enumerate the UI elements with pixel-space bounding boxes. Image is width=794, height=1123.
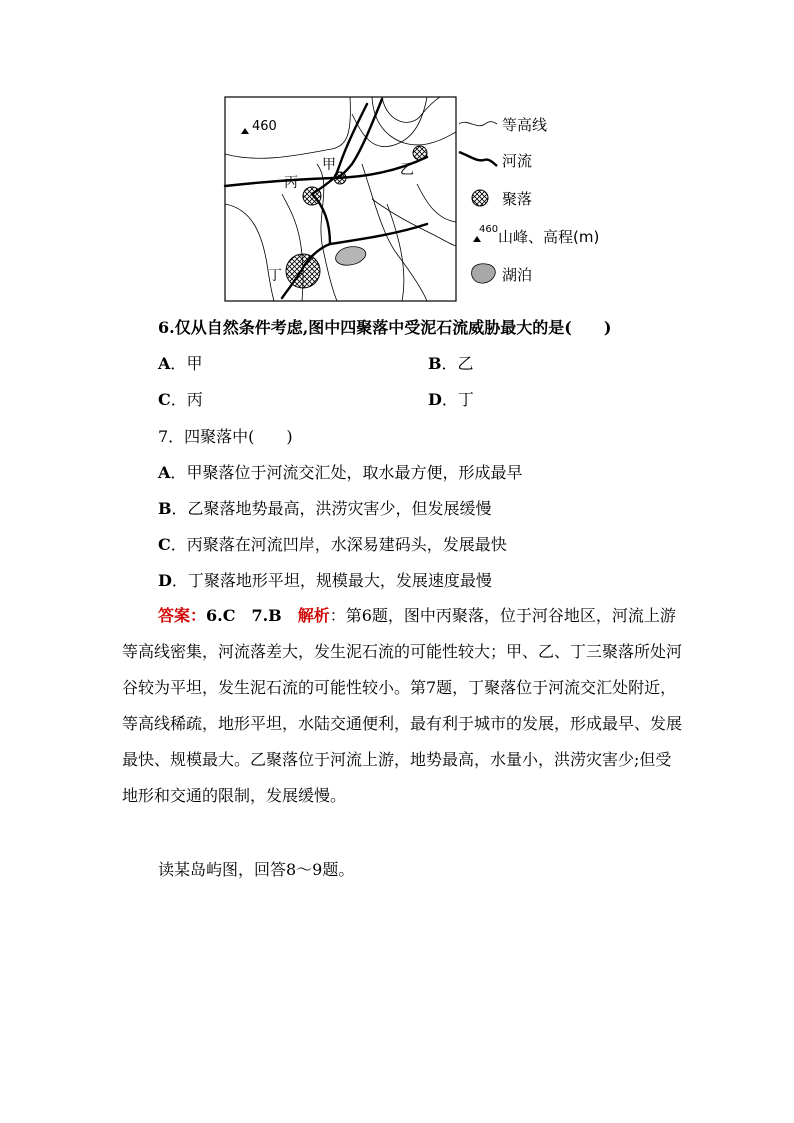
- settlement-yi-marker: [413, 146, 427, 160]
- question-6-stem: 6.仅从自然条件考虑,图中四聚落中受泥石流威胁最大的是( ): [158, 318, 612, 337]
- legend-settlement-label: 聚落: [502, 190, 533, 208]
- legend-contour-icon: [459, 122, 497, 126]
- question-7-option-d: D．丁聚落地形平坦，规模最大，发展速度最慢: [158, 571, 492, 590]
- answer-values: 6.C 7.B: [206, 606, 282, 625]
- question-7-option-b: B．乙聚落地势最高，洪涝灾害少，但发展缓慢: [158, 499, 492, 518]
- legend-lake-label: 湖泊: [502, 266, 533, 284]
- answer-label: 答案：: [158, 606, 207, 625]
- question-6-option-c: C．丙: [158, 390, 203, 409]
- question-7-option-a: A．甲聚落位于河流交汇处，取水最方便，形成最早: [158, 463, 523, 482]
- contour-map-figure: [222, 94, 612, 304]
- legend-contour-label: 等高线: [502, 116, 548, 134]
- question-6-option-d: D．丁: [428, 390, 474, 409]
- label-bing: 丙: [284, 175, 298, 191]
- legend-settlement-icon: [472, 190, 488, 206]
- legend-river-label: 河流: [502, 152, 533, 170]
- legend-peak-superscript: 460: [479, 224, 499, 235]
- analysis-label: 解析: [297, 606, 330, 625]
- question-7-option-c: C．丙聚落在河流凹岸，水深易建码头，发展最快: [158, 535, 507, 554]
- analysis-text: ：第6题，图中丙聚落，位于河谷地区，河流上游等高线密集，河流落差大，发生泥石流的可能性较大；甲、乙、丁三聚落所处河谷较为平坦，发生泥石流的可能性较小。第7题，丁聚落位于河流交汇处附近，等高线稀疏，地形平坦，水陆交通便利，最有利于城市的发展，形成最早、发展最快、规模最大。乙聚落位于河流上游，地势最高，水量小，洪涝灾害少;但受地形和交通的限制，发展缓慢。: [122, 606, 683, 805]
- settlement-ding-marker: [286, 254, 320, 288]
- next-questions-prompt: 读某岛屿图，回答8～9题。: [158, 860, 355, 879]
- settlement-bing-marker: [303, 187, 321, 205]
- legend-lake-icon: [472, 264, 496, 283]
- legend-peak-label: 山峰、高程(m): [498, 228, 600, 246]
- label-yi: 乙: [400, 162, 414, 178]
- question-7-stem: 7．四聚落中( ): [158, 427, 293, 446]
- label-jia: 甲: [322, 157, 336, 173]
- legend-peak-icon: [473, 236, 481, 242]
- peak-label: 460: [252, 119, 277, 134]
- question-6-option-b: B．乙: [428, 354, 474, 373]
- label-ding: 丁: [268, 268, 282, 284]
- answer-analysis: [122, 598, 682, 814]
- legend-river-icon: [459, 152, 497, 166]
- settlement-jia-marker: [334, 172, 346, 184]
- question-6-option-a: A．甲: [158, 354, 203, 373]
